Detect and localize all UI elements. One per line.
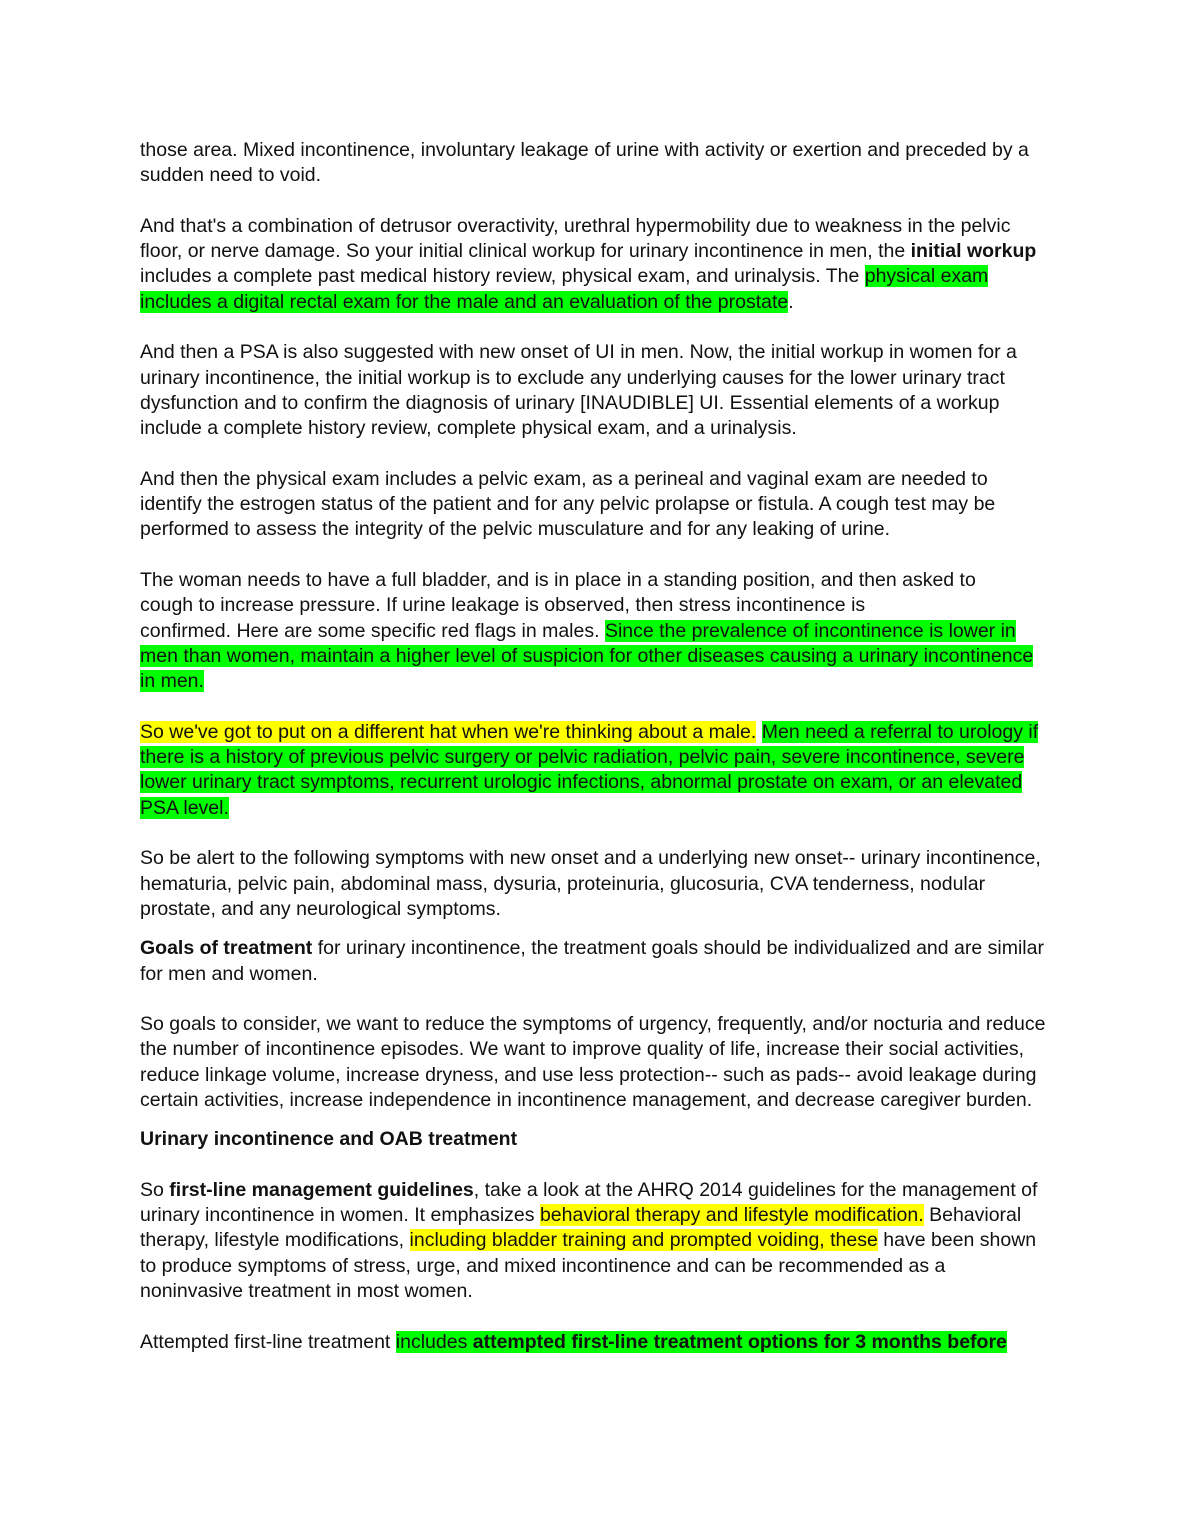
paragraph-text: Behavioral therapy, lifestyle modifications, xyxy=(140,1204,1022,1252)
paragraph-attempted-first-line xyxy=(140,1330,1052,1355)
paragraph-goals-to-consider xyxy=(140,1012,1052,1113)
paragraph-alert-symptoms xyxy=(140,846,1052,922)
paragraph-text: And then a PSA is also suggested with new onset of UI in men. Now, the initial workup in women for a urinary incontinence, the initial workup is to exclude any underlying causes for the lower urinary tract dysfunction and to confirm the diagnosis of urinary [INAUDIBLE] UI. Essential elements of a workup include a complete history review, complete physical exam, and a urinalysis. xyxy=(140,341,1017,440)
green-highlight: Men need a referral to urology if there is a history of previous pelvic surgery or pelvic radiation, pelvic pain, severe incontinence, severe lower urinary tract symptoms, recurrent urologic infections, abnormal prostate on exam, or an elevated PSA level. xyxy=(140,720,1039,819)
paragraph-first-line-management xyxy=(140,1178,1052,1304)
paragraph-text: those area. Mixed incontinence, involuntary leakage of urine with activity or exertion and preceded by a sudden need to void. xyxy=(140,139,1029,187)
paragraph-text: And that's a combination of detrusor overactivity, urethral hypermobility due to weakness in the pelvic floor, or nerve damage. So your initial clinical workup for urinary incontinence in men, the xyxy=(140,214,1011,263)
paragraph-text: So xyxy=(140,1178,170,1201)
paragraph-mixed-incontinence xyxy=(140,138,1052,189)
green-highlight-bold: attempted first-line treatment options for 3 months before xyxy=(472,1330,1007,1353)
yellow-highlight: So we've got to put on a different hat when we're thinking about a male. xyxy=(140,720,757,743)
green-highlight: Since the prevalence of incontinence is lower in men than women, maintain a higher level of suspicion for other diseases causing a urinary incontinence in men. xyxy=(140,619,1034,693)
paragraph-text: confirmed. Here are some specific red flags in males. xyxy=(140,619,605,642)
green-highlight: includes xyxy=(395,1330,473,1353)
paragraph-text: . xyxy=(788,290,794,313)
paragraph-pelvic-exam xyxy=(140,467,1052,543)
paragraph-text: includes a complete past medical history review, physical exam, and urinalysis. The xyxy=(140,265,865,288)
paragraph-text xyxy=(756,721,761,743)
paragraph-text: So goals to consider, we want to reduce the symptoms of urgency, frequently, and/or nocturia and reduce the number of incontinence episodes. We want to improve quality of life, increase their social activities, reduce linkage volume, increase dryness, and use less protection-- such as pads-- avoid leakage during certain activities, increase independence in incontinence management, and decrease caregiver burden. xyxy=(140,1013,1046,1111)
bold-term-initial-workup: initial workup xyxy=(910,240,1037,263)
paragraph-initial-workup-men xyxy=(140,214,1052,315)
bold-term-goals-of-treatment: Goals of treatment xyxy=(140,937,313,960)
paragraph-psa-women-workup xyxy=(140,340,1052,441)
paragraph-goals-of-treatment xyxy=(140,936,1052,987)
paragraph-text: The woman needs to have a full bladder, and is in place in a standing position, and then asked to xyxy=(140,569,976,592)
yellow-highlight: including bladder training and prompted voiding, these xyxy=(409,1229,878,1252)
paragraph-text: have been shown to produce symptoms of stress, urge, and mixed incontinence and can be recommended as a noninvasive treatment in most women. xyxy=(140,1229,1037,1303)
yellow-highlight: behavioral therapy and lifestyle modification. xyxy=(539,1204,924,1227)
paragraph-text: for urinary incontinence, the treatment goals should be individualized and are similar for men and women. xyxy=(140,937,1044,985)
paragraph-cough-test xyxy=(140,568,1052,694)
paragraph-text: , take a look at the AHRQ 2014 guidelines for the management of urinary incontinence in women. It emphasizes xyxy=(140,1178,1038,1227)
bold-term-first-line: first-line management guidelines xyxy=(169,1178,474,1201)
paragraph-text: cough to increase pressure. If urine leakage is observed, then stress incontinence is xyxy=(140,594,866,617)
paragraph-urology-referral xyxy=(140,720,1052,821)
heading-text: Urinary incontinence and OAB treatment xyxy=(140,1128,518,1151)
document-page xyxy=(140,138,1052,1355)
paragraph-text: So be alert to the following symptoms with new onset and a underlying new onset-- urinary incontinence, hematuria, pelvic pain, abdominal mass, dysuria, proteinuria, glucosuria, CVA tenderness, nodular prostate, and any neurological symptoms. xyxy=(140,847,1041,920)
green-highlight: physical exam includes a digital rectal exam for the male and an evaluation of the prostate xyxy=(140,265,989,313)
paragraph-text: Attempted first-line treatment xyxy=(140,1330,396,1353)
paragraph-text: And then the physical exam includes a pelvic exam, as a perineal and vaginal exam are needed to identify the estrogen status of the patient and for any pelvic prolapse or fistula. A cough test may be performed to assess the integrity of the pelvic musculature and for any leaking of urine. xyxy=(140,467,996,541)
section-heading xyxy=(140,1127,1052,1152)
